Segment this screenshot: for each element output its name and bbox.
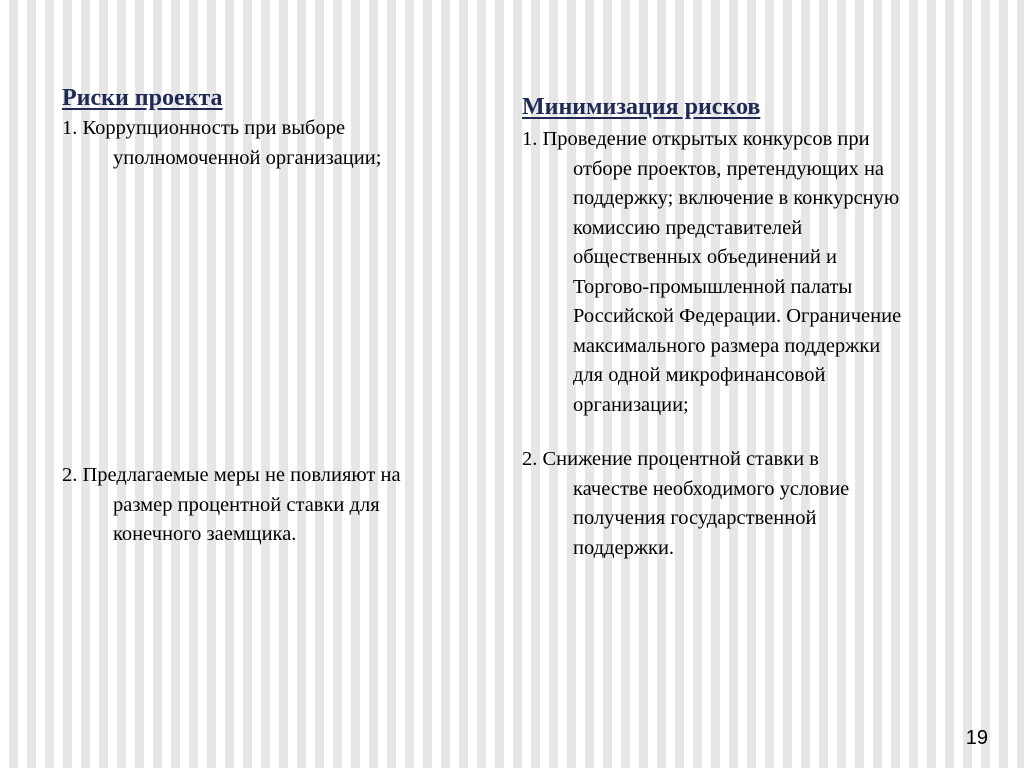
item-line: поддержки.: [573, 536, 675, 559]
item-line: Российской Федерации. Ограничение: [573, 305, 902, 327]
item-line: 1. Коррупционность при выборе: [62, 117, 346, 139]
item-line: 1. Проведение открытых конкурсов при: [522, 128, 870, 150]
item-line: отборе проектов, претендующих на: [573, 157, 885, 180]
item-line: 2. Снижение процентной ставки в: [522, 448, 819, 470]
risk-item-2: [62, 461, 401, 550]
item-line: уполномоченной организации;: [113, 146, 382, 169]
item-line: Торгово-промышленной палаты: [573, 275, 853, 298]
item-line: максимального размера поддержки: [573, 334, 881, 357]
mitigation-heading: Минимизация рисков: [522, 94, 761, 120]
item-line: получения государственной: [573, 507, 817, 529]
page-number: 19: [965, 727, 988, 749]
risks-heading: Риски проекта: [62, 85, 223, 111]
risk-item-1: [62, 114, 381, 173]
item-line: конечного заемщика.: [113, 523, 297, 545]
item-line: размер процентной ставки для: [113, 493, 380, 516]
mitigation-item-2: [522, 445, 849, 563]
item-line: организации;: [573, 393, 689, 416]
item-line: качестве необходимого условие: [573, 477, 850, 500]
mitigation-item-1: [522, 125, 901, 420]
item-line: общественных объединений и: [573, 246, 837, 268]
item-line: поддержку; включение в конкурсную: [573, 187, 900, 209]
item-line: для одной микрофинансовой: [573, 364, 826, 386]
item-line: 2. Предлагаемые меры не повлияют на: [62, 464, 401, 486]
item-line: комиссию представителей: [573, 216, 803, 239]
